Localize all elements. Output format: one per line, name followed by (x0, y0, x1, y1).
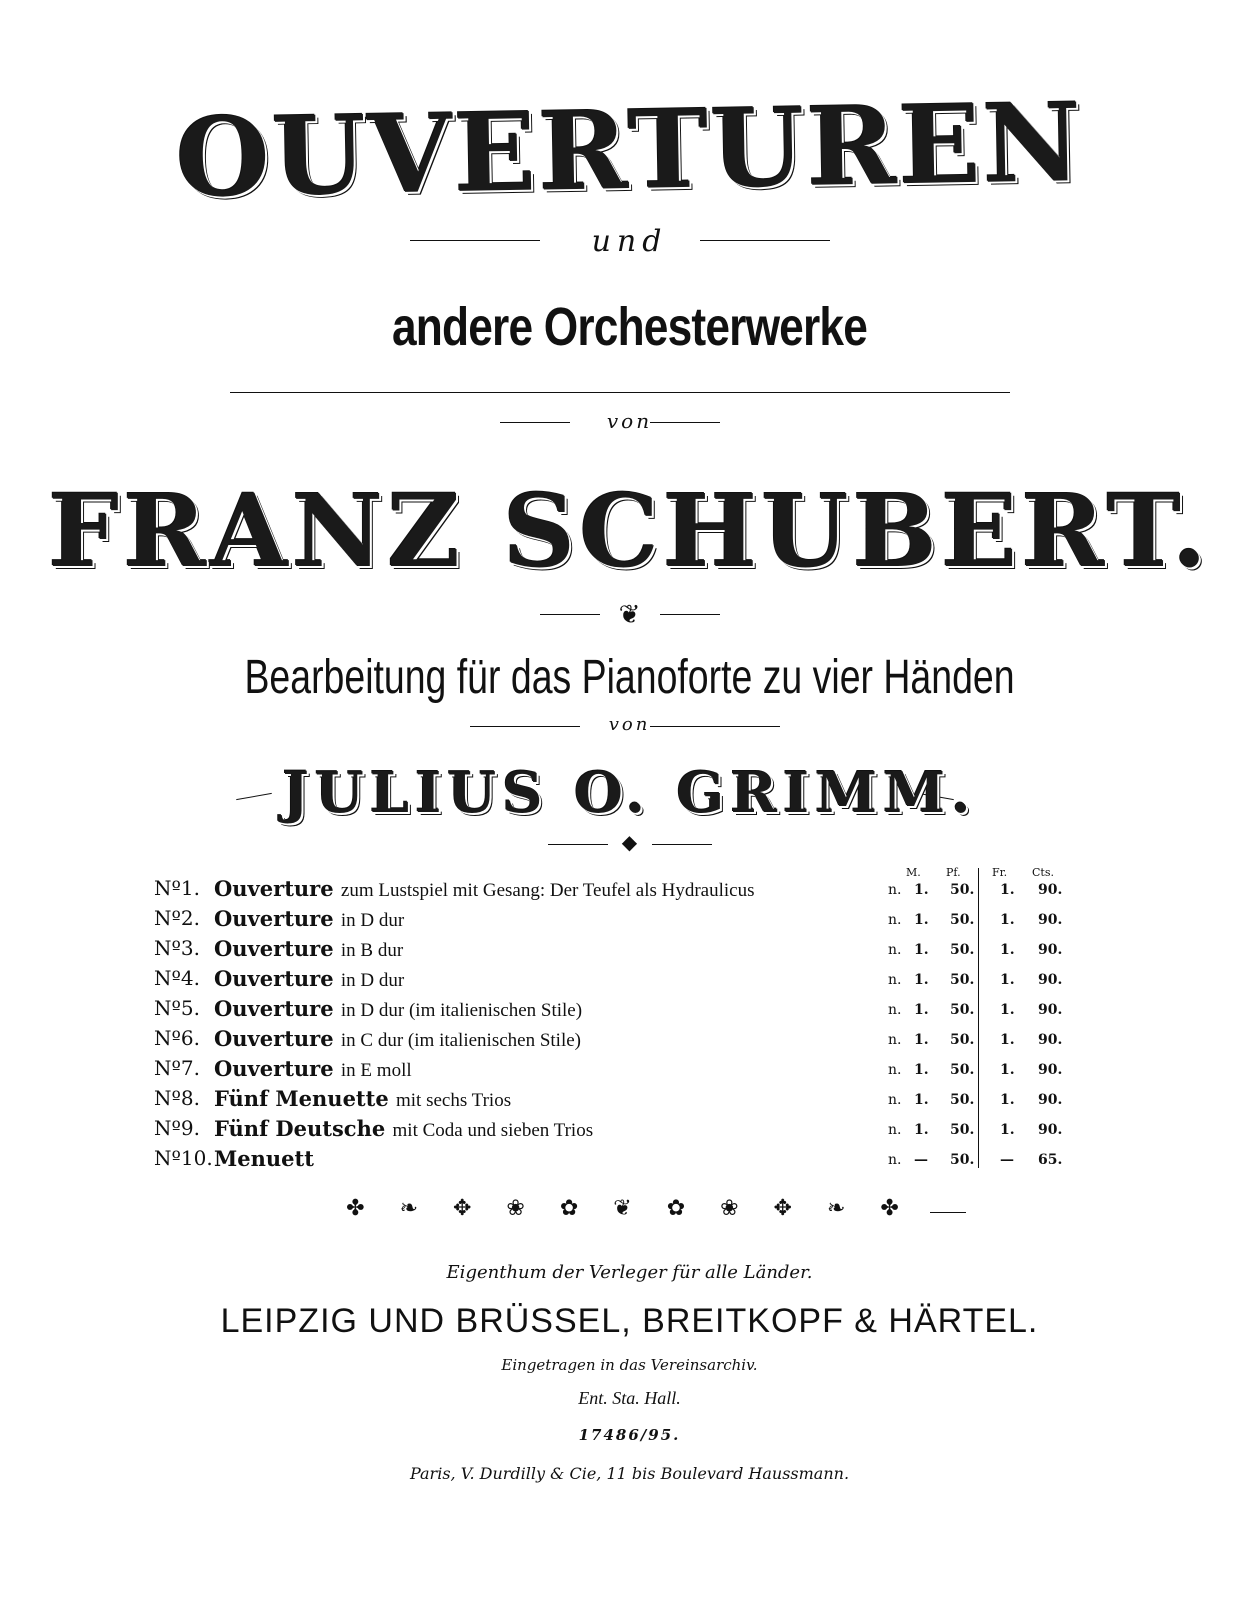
price-franc: 1. (1000, 1092, 1015, 1108)
price-pfennig: 50. (950, 912, 975, 928)
registration-note: Eingetragen in das Vereinsarchiv. (501, 1356, 758, 1374)
price-mark: 1. (914, 972, 929, 988)
price-net-mark: n. (888, 912, 902, 928)
work-number: Nº1. (154, 876, 200, 900)
subtitle: andere Orchesterwerke (391, 297, 868, 357)
table-row (150, 1146, 1070, 1176)
price-franc: 1. (1000, 1122, 1015, 1138)
price-mark: 1. (914, 1062, 929, 1078)
ornament-rule-left (540, 614, 600, 615)
price-mark: 1. (914, 1032, 929, 1048)
price-header-pf: Pf. (946, 866, 961, 879)
price-pfennig: 50. (950, 1032, 975, 1048)
price-centimes: 90. (1038, 972, 1063, 988)
price-mark: — (914, 1152, 928, 1168)
price-centimes: 90. (1038, 1032, 1063, 1048)
table-row (150, 1056, 1070, 1086)
ornament-band: ✤ ❧ ✥ ❀ ✿ ❦ ✿ ❀ ✥ ❧ ✤ (346, 1196, 913, 1221)
ownership-note: Eigenthum der Verleger für alle Länder. (446, 1262, 813, 1283)
table-row (150, 1116, 1070, 1146)
price-header-cts: Cts. (1032, 866, 1054, 879)
price-franc: 1. (1000, 1002, 1015, 1018)
price-net-mark: n. (888, 1062, 902, 1078)
title-und: und (591, 224, 668, 259)
price-net-mark: n. (888, 972, 902, 988)
price-centimes: 90. (1038, 1002, 1063, 1018)
table-row (150, 906, 1070, 936)
work-number: Nº9. (154, 1116, 200, 1140)
work-description: in D dur (im italienischen Stile) (340, 1000, 583, 1021)
price-net-mark: n. (888, 882, 902, 898)
work-title (214, 1146, 314, 1172)
ornament-rule-right (660, 614, 720, 615)
work-name: Ouverture (214, 966, 334, 991)
ornament-band-end (930, 1212, 966, 1213)
price-centimes: 90. (1038, 1062, 1063, 1078)
ornament-rule-left (548, 844, 608, 845)
work-description: in B dur (340, 940, 404, 961)
von-label: von (606, 409, 653, 433)
ornament-rule-right (652, 844, 712, 845)
arrangement-text: Bearbeitung für das Pianoforte zu vier Händen (244, 651, 1015, 704)
table-row (150, 1026, 1070, 1056)
arranger-name: JULIUS O. GRIMM. (282, 760, 977, 826)
table-row (150, 966, 1070, 996)
work-name: Fünf Menuette (214, 1086, 389, 1111)
price-net-mark: n. (888, 1002, 902, 1018)
plate-number: 17486/95. (578, 1426, 681, 1444)
work-description: mit sechs Trios (396, 1090, 512, 1111)
price-net-mark: n. (888, 1122, 902, 1138)
price-franc: 1. (1000, 1032, 1015, 1048)
price-pfennig: 50. (950, 942, 975, 958)
work-title (214, 1056, 412, 1082)
work-title (214, 1086, 511, 1112)
price-pfennig: 50. (950, 1152, 975, 1168)
work-description: zum Lustspiel mit Gesang: Der Teufel als Hydraulicus (340, 880, 755, 901)
price-centimes: 90. (1038, 1122, 1063, 1138)
price-mark: 1. (914, 942, 929, 958)
price-pfennig: 50. (950, 972, 975, 988)
price-net-mark: n. (888, 942, 902, 958)
work-name: Ouverture (214, 936, 334, 961)
work-description: in C dur (im italienischen Stile) (340, 1030, 582, 1051)
work-description: in D dur (340, 910, 405, 931)
publisher: LEIPZIG UND BRÜSSEL, BREITKOPF & HÄRTEL. (220, 1302, 1039, 1340)
price-pfennig: 50. (950, 1092, 975, 1108)
work-number: Nº8. (154, 1086, 200, 1110)
ornament-diamond-icon: ◆ (621, 830, 638, 854)
work-number: Nº3. (154, 936, 200, 960)
price-pfennig: 50. (950, 1002, 975, 1018)
work-number: Nº4. (154, 966, 200, 990)
price-mark: 1. (914, 912, 929, 928)
price-net-mark: n. (888, 1092, 902, 1108)
price-header-fr: Fr. (992, 866, 1008, 879)
table-row (150, 936, 1070, 966)
work-number: Nº10. (154, 1146, 213, 1170)
main-title: OUVERTUREN (174, 80, 1085, 222)
work-title (214, 996, 582, 1022)
work-number: Nº5. (154, 996, 200, 1020)
price-centimes: 90. (1038, 882, 1063, 898)
price-franc: 1. (1000, 942, 1015, 958)
price-centimes: 90. (1038, 912, 1063, 928)
price-mark: 1. (914, 1092, 929, 1108)
work-number: Nº6. (154, 1026, 200, 1050)
table-row (150, 876, 1070, 906)
price-net-mark: n. (888, 1152, 902, 1168)
price-centimes: 65. (1038, 1152, 1063, 1168)
work-description: in D dur (340, 970, 405, 991)
price-pfennig: 50. (950, 1122, 975, 1138)
price-mark: 1. (914, 882, 929, 898)
work-description: in E moll (340, 1060, 412, 1081)
work-number: Nº7. (154, 1056, 200, 1080)
table-row (150, 996, 1070, 1026)
price-net-mark: n. (888, 1032, 902, 1048)
works-list (150, 876, 1070, 1176)
price-franc: 1. (1000, 1062, 1015, 1078)
handwritten-signature: Ent. Sta. Hall. (578, 1388, 681, 1408)
von-label-2: von (608, 714, 651, 735)
ornament-divider-icon: ❦ (618, 600, 641, 630)
price-franc: 1. (1000, 912, 1015, 928)
price-centimes: 90. (1038, 942, 1063, 958)
work-name: Menuett (214, 1146, 314, 1171)
price-franc: 1. (1000, 882, 1015, 898)
price-pfennig: 50. (950, 882, 975, 898)
composer-name: FRANZ SCHUBERT. (48, 472, 1211, 590)
work-name: Ouverture (214, 906, 334, 931)
work-title (214, 966, 404, 992)
price-mark: 1. (914, 1122, 929, 1138)
ornament-flourish-scroll (230, 392, 1010, 393)
table-row (150, 1086, 1070, 1116)
price-franc: 1. (1000, 972, 1015, 988)
work-name: Ouverture (214, 1056, 334, 1081)
price-header-m: M. (906, 866, 921, 879)
work-name: Ouverture (214, 996, 334, 1021)
price-mark: 1. (914, 1002, 929, 1018)
work-name: Fünf Deutsche (214, 1116, 386, 1141)
price-franc: — (1000, 1152, 1014, 1168)
work-name: Ouverture (214, 1026, 334, 1051)
work-title (214, 876, 755, 902)
paris-agent: Paris, V. Durdilly & Cie, 11 bis Boulevard Haussmann. (409, 1464, 850, 1483)
work-description: mit Coda und sieben Trios (392, 1120, 594, 1141)
work-number: Nº2. (154, 906, 200, 930)
work-name: Ouverture (214, 876, 334, 901)
price-pfennig: 50. (950, 1062, 975, 1078)
work-title (214, 1116, 593, 1142)
work-title (214, 906, 404, 932)
work-title (214, 1026, 581, 1052)
work-title (214, 936, 403, 962)
price-centimes: 90. (1038, 1092, 1063, 1108)
